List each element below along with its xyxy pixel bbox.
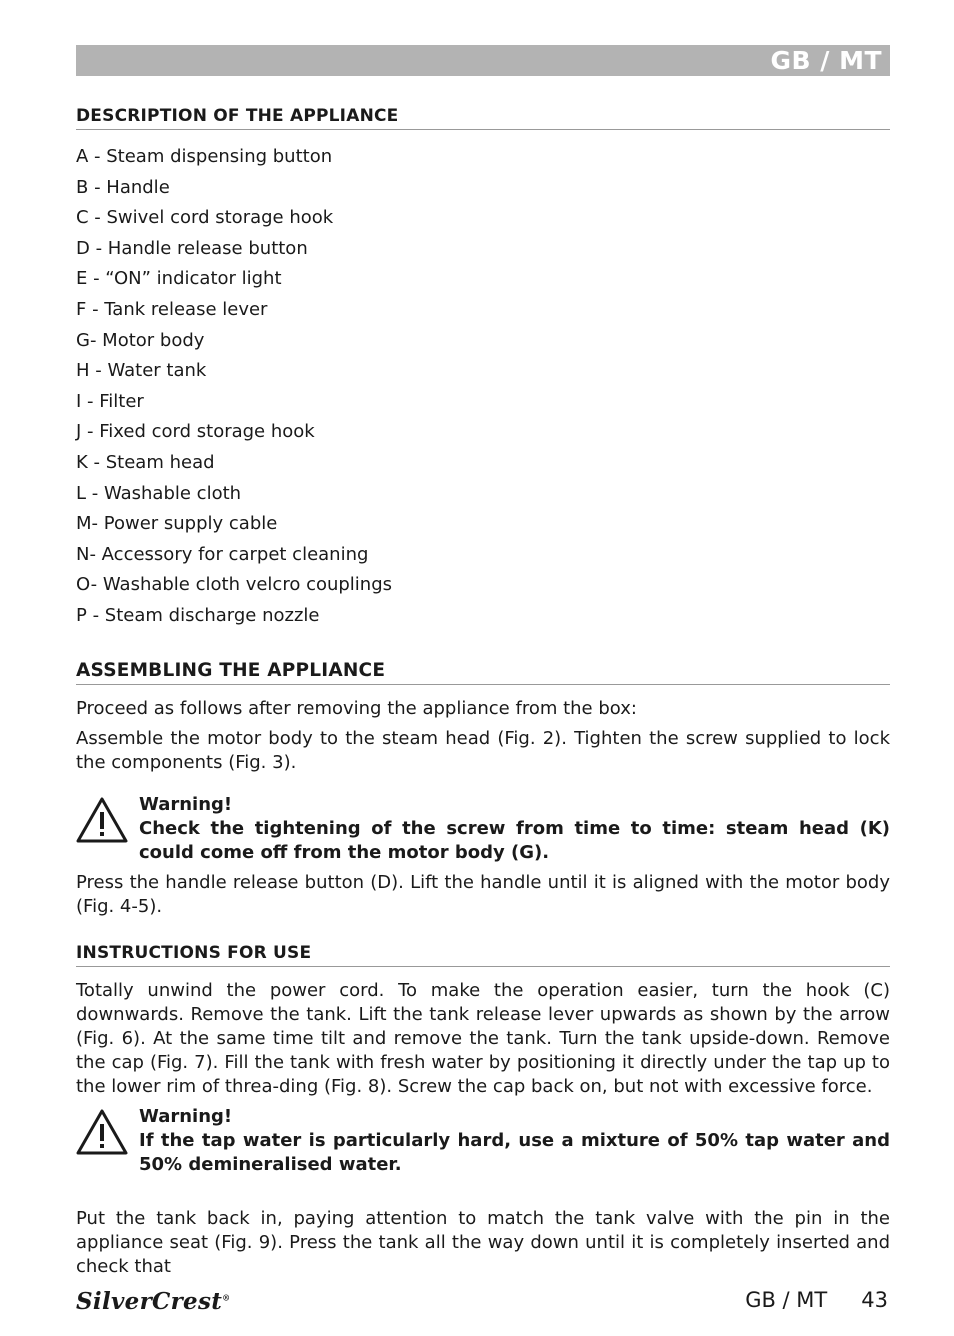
list-item: F - Tank release lever [76, 298, 268, 320]
page-number: 43 [861, 1288, 888, 1312]
warning-block [76, 793, 890, 865]
list-item: D - Handle release button [76, 237, 308, 259]
list-item: J - Fixed cord storage hook [76, 421, 315, 443]
list-item: M- Power supply cable [76, 513, 278, 535]
paragraph: Press the handle release button (D). Lift the handle until it is aligned with the motor body (Fig. 4-5). [76, 871, 890, 917]
warning-triangle-icon [76, 1109, 128, 1155]
header-bar [76, 45, 890, 76]
warning-text: If the tap water is particularly hard, use a mixture of 50% tap water and 50% demineralised water. [139, 1129, 890, 1175]
list-item: O- Washable cloth velcro couplings [76, 574, 393, 596]
list-item: G- Motor body [76, 329, 205, 351]
list-item: H - Water tank [76, 360, 207, 382]
list-item: C - Swivel cord storage hook [76, 207, 334, 229]
section-heading-description: DESCRIPTION OF THE APPLIANCE [76, 106, 890, 130]
brand-logo-text: SilverCrest [76, 1288, 223, 1315]
warning-triangle-icon [76, 797, 128, 843]
paragraph: Totally unwind the power cord. To make the operation easier, turn the hook (C) downwards. Remove the tank. Lift the tank release lever upwards as shown by the arrow (Fig. 6). At the same time tilt and remove the tank. Turn the tank upside-down. Remove the cap (Fig. 7). Fill the tank with fresh water by positioning it directly under the tap up to the lower rim of threa-ding (Fig. 8). Screw the cap back on, but not with excessive force. [76, 979, 890, 1097]
section-heading-instructions: INSTRUCTIONS FOR USE [76, 943, 890, 967]
paragraph: Assemble the motor body to the steam head (Fig. 2). Tighten the screw supplied to lock the components (Fig. 3). [76, 727, 890, 773]
header-title: GB / MT [770, 46, 882, 75]
list-item: L - Washable cloth [76, 482, 242, 504]
list-item: P - Steam discharge nozzle [76, 604, 320, 626]
list-item: N- Accessory for carpet cleaning [76, 543, 369, 565]
section-heading-assembling: ASSEMBLING THE APPLIANCE [76, 660, 890, 685]
page-content [76, 106, 890, 1285]
warning-title: Warning! [139, 793, 233, 815]
parts-list [76, 142, 890, 632]
list-item: E - “ON” indicator light [76, 268, 282, 290]
list-item: A - Steam dispensing button [76, 146, 333, 167]
list-item: B - Handle [76, 176, 170, 198]
footer-region: GB / MT [745, 1288, 828, 1312]
list-item: K - Steam head [76, 451, 215, 473]
brand-logo: SilverCrest® [76, 1288, 231, 1315]
paragraph: Proceed as follows after removing the appliance from the box: [76, 697, 637, 719]
footer-page-info [745, 1288, 888, 1312]
paragraph: Put the tank back in, paying attention to match the tank valve with the pin in the appliance seat (Fig. 9). Press the tank all the way down until it is completely inserted and check that [76, 1207, 890, 1277]
warning-text: Check the tightening of the screw from time to time: steam head (K) could come off from the motor body (G). [139, 817, 890, 863]
warning-block [76, 1105, 890, 1177]
list-item: I - Filter [76, 390, 144, 412]
warning-title: Warning! [139, 1105, 233, 1127]
